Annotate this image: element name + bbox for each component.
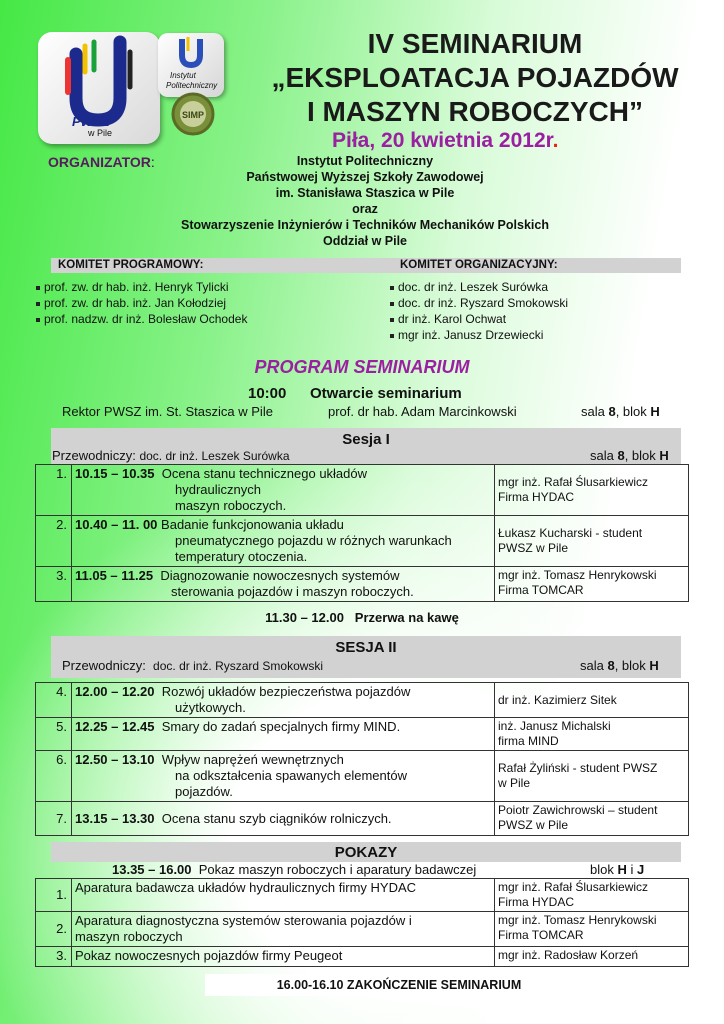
table-row bbox=[36, 751, 689, 802]
talk-title: pojazdów. bbox=[175, 784, 233, 799]
program-committee-title: KOMITET PROGRAMOWY: bbox=[58, 259, 204, 271]
talk-cell bbox=[72, 516, 495, 567]
list-item: prof. zw. dr hab. inż. Jan Kołodziej bbox=[36, 296, 226, 310]
speaker-cell: mgr inż. Tomasz Henrykowski Firma TOMCAR bbox=[495, 912, 689, 947]
session-2-title: SESJA II bbox=[335, 639, 397, 656]
talk-title: Badanie funkcjonowania układu bbox=[161, 517, 344, 532]
talk-title: hydraulicznych bbox=[175, 482, 261, 497]
table-row bbox=[36, 802, 689, 836]
row-number: 4. bbox=[36, 683, 72, 718]
institute-logo-text1: Instytut bbox=[170, 71, 196, 80]
table-row bbox=[36, 912, 689, 947]
simp-logo bbox=[171, 92, 215, 136]
simp-logo-graphic bbox=[171, 92, 215, 136]
talk-time: 12.00 – 12.20 bbox=[75, 684, 155, 699]
speaker-cell: mgr inż. Rafał Ślusarkiewicz Firma HYDAC bbox=[495, 465, 689, 516]
demos-block: blok H i J bbox=[590, 862, 645, 877]
row-number: 3. bbox=[36, 947, 72, 967]
title-line-3: I MASZYN ROBOCZYCH” bbox=[307, 96, 643, 127]
table-row bbox=[36, 516, 689, 567]
list-item: dr inż. Karol Ochwat bbox=[390, 312, 506, 326]
table-row bbox=[36, 567, 689, 602]
opening-room: sala 8, blok H bbox=[581, 404, 660, 419]
talk-title: sterowania pojazdów i maszyn roboczych. bbox=[171, 584, 414, 599]
opening-rector: Rektor PWSZ im. St. Staszica w Pile bbox=[62, 404, 273, 419]
demos-line: 13.35 – 16.00 Pokaz maszyn roboczych i aparatury badawczej bbox=[112, 862, 477, 877]
list-item: prof. zw. dr hab. inż. Henryk Tylicki bbox=[36, 280, 229, 294]
row-number: 2. bbox=[36, 912, 72, 947]
table-row bbox=[36, 683, 689, 718]
talk-title: Smary do zadań specjalnych firmy MIND. bbox=[161, 719, 401, 734]
row-number: 1. bbox=[36, 879, 72, 912]
org-committee-title: KOMITET ORGANIZACYJNY: bbox=[400, 259, 558, 271]
demos-title: POKAZY bbox=[334, 844, 398, 861]
speaker-cell: dr inż. Kazimierz Sitek bbox=[495, 683, 689, 718]
talk-time: 10.15 – 10.35 bbox=[75, 466, 155, 481]
row-number: 7. bbox=[36, 802, 72, 836]
talk-title: użytkowych. bbox=[175, 700, 246, 715]
talk-title: Rozwój układów bezpieczeństwa pojazdów bbox=[161, 684, 411, 699]
talk-title: maszyn roboczych. bbox=[175, 498, 287, 513]
talk-title: Wpływ naprężeń wewnętrznych bbox=[161, 752, 344, 767]
opening-prof: prof. dr hab. Adam Marcinkowski bbox=[328, 404, 517, 419]
demo-cell: Aparatura diagnostyczna systemów sterowania pojazdów i maszyn roboczych bbox=[72, 912, 495, 947]
organizer-label: ORGANIZATOR: bbox=[48, 154, 155, 170]
program-title: PROGRAM SEMINARIUM bbox=[254, 357, 470, 377]
talk-title: Ocena stanu szyb ciągników rolniczych. bbox=[161, 810, 392, 826]
speaker-cell: mgr inż. Tomasz Henrykowski Firma TOMCAR bbox=[495, 567, 689, 602]
organizer-line: im. Stanisława Staszica w Pile bbox=[275, 186, 455, 200]
table-row bbox=[36, 879, 689, 912]
pwsz-logo bbox=[38, 32, 160, 144]
talk-cell bbox=[72, 751, 495, 802]
institute-logo-text2: Politechniczny bbox=[166, 81, 218, 90]
session-2-room: sala 8, blok H bbox=[580, 658, 659, 673]
row-number: 2. bbox=[36, 516, 72, 567]
talk-time: 10.40 – 11. 00 bbox=[75, 517, 158, 532]
organizer-line: Państwowej Wyższej Szkoły Zawodowej bbox=[246, 170, 484, 184]
organizer-line: Oddział w Pile bbox=[322, 234, 408, 248]
list-item: doc. dr inż. Ryszard Smokowski bbox=[390, 296, 568, 310]
talk-title: pneumatycznego pojazdu w różnych warunkach bbox=[175, 533, 452, 548]
talk-cell bbox=[72, 683, 495, 718]
list-item: prof. nadzw. dr inż. Bolesław Ochodek bbox=[36, 312, 247, 326]
speaker-cell: Poiotr Zawichrowski – student PWSZ w Pile bbox=[495, 802, 689, 836]
demo-cell: Pokaz nowoczesnych pojazdów firmy Peugeot bbox=[72, 947, 495, 967]
speaker-cell: Rafał Żyliński - student PWSZ w Pile bbox=[495, 751, 689, 802]
title-line-1: IV SEMINARIUM bbox=[367, 28, 583, 59]
talk-title: temperatury otoczenia. bbox=[175, 549, 308, 564]
coffee-break: 11.30 – 12.00 Przerwa na kawę bbox=[265, 610, 459, 625]
row-number: 3. bbox=[36, 567, 72, 602]
talk-time: 13.15 – 13.30 bbox=[75, 810, 155, 826]
table-row bbox=[36, 718, 689, 751]
table-row bbox=[36, 465, 689, 516]
opening-label: Otwarcie seminarium bbox=[310, 385, 462, 402]
talk-time: 12.25 – 12.45 bbox=[75, 719, 155, 734]
pwsz-logo-text: PWSZ bbox=[72, 114, 110, 129]
session-2-table bbox=[35, 682, 689, 836]
talk-cell bbox=[72, 465, 495, 516]
row-number: 6. bbox=[36, 751, 72, 802]
pwsz-logo-subtext: w Pile bbox=[88, 128, 113, 138]
demo-cell: Aparatura badawcza układów hydraulicznych firmy HYDAC bbox=[72, 879, 495, 912]
organizer-line: oraz bbox=[352, 202, 378, 216]
row-number: 1. bbox=[36, 465, 72, 516]
organizer-line: Stowarzyszenie Inżynierów i Techników Mechaników Polskich bbox=[181, 218, 549, 232]
closing-banner: 16.00-16.10 ZAKOŃCZENIE SEMINARIUM bbox=[205, 974, 593, 996]
talk-cell bbox=[72, 718, 495, 751]
row-number: 5. bbox=[36, 718, 72, 751]
session-1-title: Sesja I bbox=[342, 431, 390, 448]
speaker-cell: Łukasz Kucharski - student PWSZ w Pile bbox=[495, 516, 689, 567]
speaker-cell: mgr inż. Radosław Korzeń bbox=[495, 947, 689, 967]
talk-time: 12.50 – 13.10 bbox=[75, 752, 155, 767]
talk-title: Ocena stanu technicznego układów bbox=[161, 466, 368, 481]
talk-title: na odkształcenia spawanych elementów bbox=[175, 768, 407, 783]
talk-cell bbox=[72, 567, 495, 602]
demos-table bbox=[35, 878, 689, 967]
table-row bbox=[36, 947, 689, 967]
speaker-cell: mgr inż. Rafał Ślusarkiewicz Firma HYDAC bbox=[495, 879, 689, 912]
talk-title: Diagnozowanie nowoczesnych systemów bbox=[160, 568, 400, 583]
institute-logo bbox=[158, 33, 224, 97]
title-line-2: „EKSPLOATACJA POJAZDÓW bbox=[271, 62, 679, 93]
institute-logo-graphic bbox=[158, 33, 224, 73]
speaker-cell: inż. Janusz Michalski firma MIND bbox=[495, 718, 689, 751]
session-1-table bbox=[35, 464, 689, 602]
organizer-line: Instytut Politechniczny bbox=[296, 154, 434, 168]
session-1-chair: Przewodniczy: doc. dr inż. Leszek Surówka bbox=[52, 448, 290, 463]
session-1-room: sala 8, blok H bbox=[590, 448, 669, 463]
simp-logo-text: SIMP bbox=[181, 110, 205, 120]
talk-cell bbox=[72, 802, 495, 836]
event-date: Piła, 20 kwietnia 2012r. bbox=[332, 129, 559, 152]
list-item: doc. dr inż. Leszek Surówka bbox=[390, 280, 548, 294]
opening-time: 10:00 bbox=[248, 385, 287, 402]
list-item: mgr inż. Janusz Drzewiecki bbox=[390, 328, 543, 342]
session-2-chair: Przewodniczy: doc. dr inż. Ryszard Smokowski bbox=[62, 658, 324, 673]
talk-time: 11.05 – 11.25 bbox=[75, 568, 154, 583]
